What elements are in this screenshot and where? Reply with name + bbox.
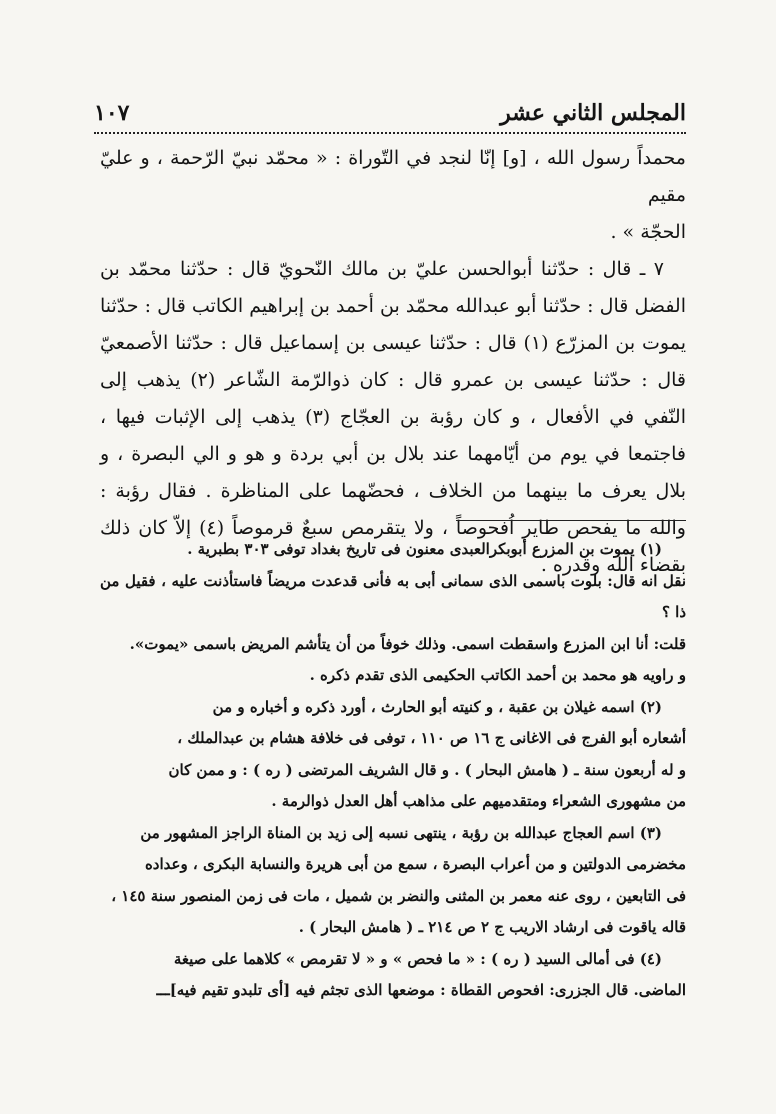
text-line: محمداً رسول الله ، [و] إنّا لنجد في التّوراة : « محمّد نبيّ الرّحمة ، و عليّ مقيم	[100, 147, 686, 206]
footnote-1-line: و راويه هو محمد بن أحمد الكاتب الحكيمى الذى تقدم ذكره .	[309, 666, 686, 684]
footnote-2-line: و له أربعون سنة ـ ( هامش البحار ) . و قال الشريف المرتضى ( ره ) : و ممن كان	[168, 760, 686, 779]
footnote-2-line: (٢) اسمه غيلان بن عقبة ، و كنيته أبو الحارث ، أورد ذكره و أخباره و من	[212, 697, 662, 716]
footnote-3-line: قاله ياقوت فى ارشاد الاريب ج ٢ ص ٢١٤ ـ ( هامش البحار ) .	[298, 918, 686, 936]
footnote-1-line: (١) يموت بن المزرع أبوبكرالعبدى معنون فى تاريخ بغداد توفى ٣٠٣ بطبرية .	[187, 540, 662, 558]
chapter-title: المجلس الثاني عشر	[500, 100, 686, 126]
footnote-1-line: نقل انه قال: بلوت باسمى الذى سمانى أبى به فأنى قدعدت مريضاً فاستأذنت عليه ، فقيل من ذا ؟	[100, 571, 686, 621]
footnote-1-line: قلت: أنا ابن المزرع واسقطت اسمى. وذلك خوفاً من أن يتأشم المريض باسمى «يموت».	[129, 634, 686, 653]
footnote-3-line: فى التابعين ، روى عنه معمر بن المثنى والنضر بن شميل ، مات فى زمن المنصور سنة ١٤٥ ،	[111, 886, 686, 905]
main-text	[100, 140, 686, 584]
footnotes	[100, 534, 686, 1007]
footnote-2-line: أشعاره أبو الفرج فى الاغانى ج ١٦ ص ١١٠ ، توفى فى خلافة هشام بن عبدالملك ،	[177, 729, 686, 747]
hadith-paragraph-7: ٧ ـ قال : حدّثنا أبوالحسن عليّ بن مالك النّحويّ قال : حدّثنا محمّد بن الفضل قال : حدّثنا أبو عبدالله محمّد بن أحمد بن إبراهيم الكاتب قال : حدّثنا يموت بن المزرّع (١) قال : حدّثنا عيسى بن إسماعيل قال : حدّثنا الأصمعيّ قال : حدّثنا عيسى بن عمرو قال : كان ذوالرّمة الشّاعر (٢) يذهب إلى النّفي في الأفعال ، و كان رؤبة بن العجّاج (٣) يذهب إلى الإثبات فيها ، فاجتمعا في يوم من أيّامهما عند بلال بن أبي بردة و هو و الي البصرة ، و بلال يعرف ما بينهما من الخلاف ، فحضّهما على المناظرة . فقال رؤبة : والله ما يفحص طاير اُفحوصاً ، ولا يتقرمص سبعٌ قرموصاً (٤) إلاّ كان ذلك بقضاء الله وقدره .	[100, 258, 686, 576]
footnote-separator	[456, 520, 686, 521]
footnote-3-line: (٣) اسم العجاج عبدالله بن رؤبة ، ينتهى نسبه إلى زيد بن المناة الراجز المشهور من	[140, 823, 662, 842]
page-header	[94, 88, 686, 134]
footnote-4-line: الماضى. قال الجزرى: افحوص القطاة : موضعها الذى تجثم فيه [أى تلبدو تقيم فيه]ـــ	[156, 981, 686, 999]
footnote-2-line: من مشهورى الشعراء ومتقدميهم على مذاهب أهل العدل ذوالرمة .	[271, 792, 686, 810]
footnote-4-line: (٤) فى أمالى السيد ( ره ) : « ما فحص » و « لا تقرمص » كلاهما على صيغة	[173, 949, 662, 968]
footnote-3-line: مخضرمى الدولتين و من أعراب البصرة ، سمع من أبى هريرة والنسابة البكرى ، وعداده	[144, 855, 686, 873]
page-number: ١٠٧	[94, 100, 130, 126]
text-line: الحجّة » .	[610, 221, 686, 243]
